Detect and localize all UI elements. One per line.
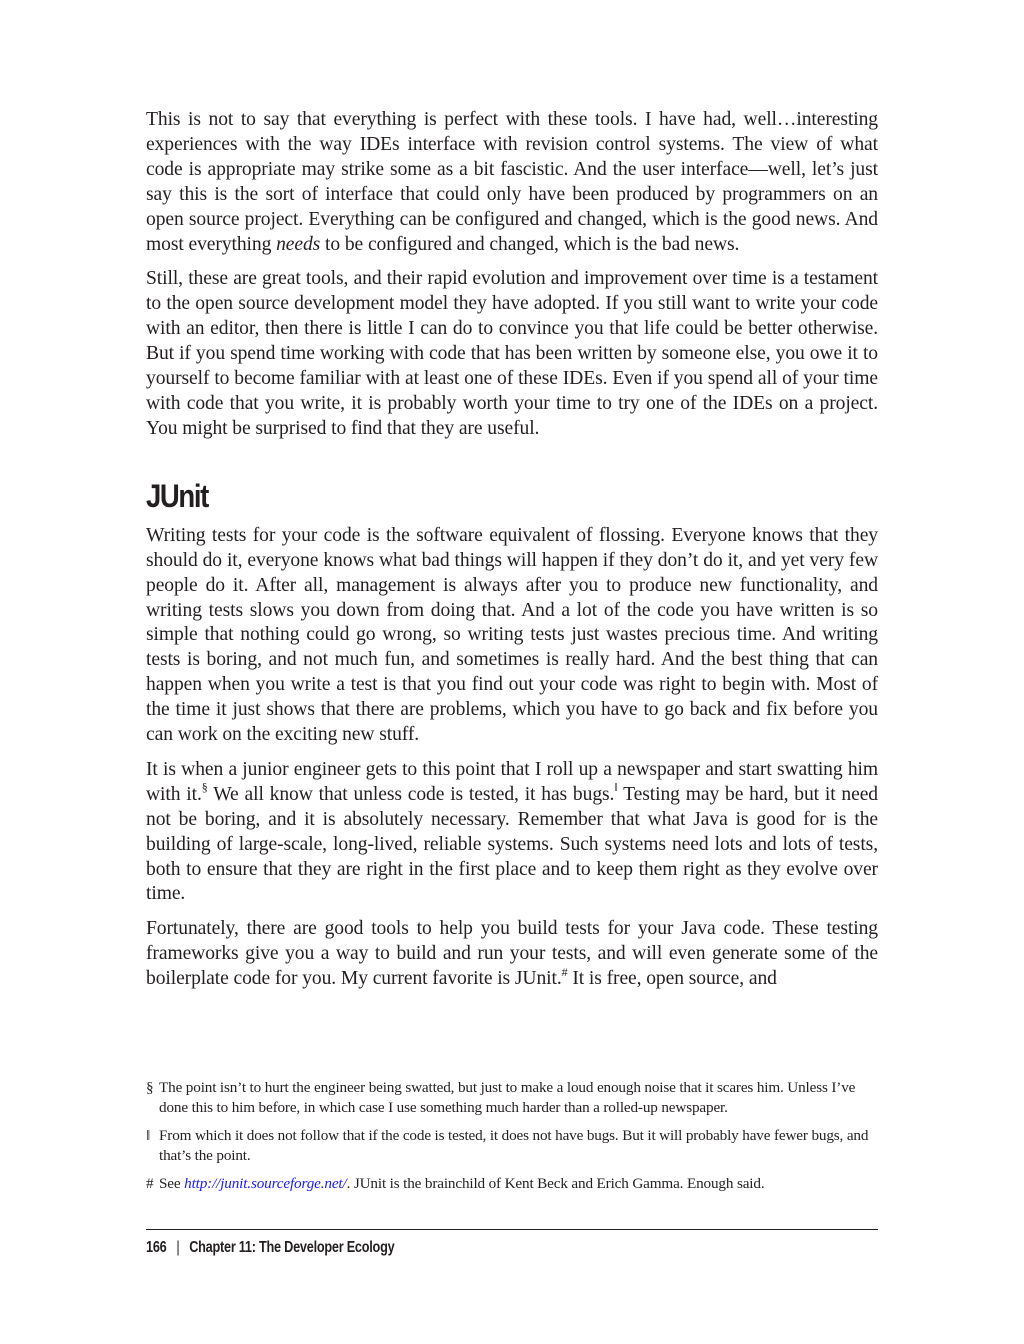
page-number: 166 <box>146 1239 167 1256</box>
junit-link[interactable]: http://junit.sourceforge.net/ <box>184 1175 347 1192</box>
paragraph-text: It is free, open source, and <box>567 968 777 990</box>
page-footer <box>146 1239 394 1257</box>
footnote-text: From which it does not follow that if the code is tested, it does not have bugs. But it will probably have fewer bugs, and that’s the point. <box>159 1127 869 1164</box>
footer-separator: | <box>176 1239 180 1256</box>
footnote-mark: # <box>146 1175 154 1192</box>
footnote-mark: ‖ <box>146 1127 151 1144</box>
footer-divider <box>146 1229 878 1230</box>
page-body <box>146 108 878 1002</box>
chapter-title: Chapter 11: The Developer Ecology <box>189 1239 395 1256</box>
footnote-section <box>146 1078 878 1118</box>
footnote-text: . JUnit is the brainchild of Kent Beck and Erich Gamma. Enough said. <box>346 1175 765 1192</box>
section-heading-junit: JUnit <box>146 477 208 514</box>
footnote-ref-hash[interactable]: # <box>561 964 568 979</box>
footnote-text: See <box>159 1175 185 1192</box>
paragraph-text: Testing may be hard, but it need not be boring, and it is absolutely necessary. Remember that what Java is good for is the building of large-scale, long-lived, reliable systems. Such systems need lots and lots of tests, both to ensure that they are right in the first place and to keep them right as they evolve over time. <box>146 783 878 905</box>
paragraph-text: It is when a junior engineer gets to this point that I roll up a newspaper and start swatting him with it. <box>146 758 878 805</box>
footnote-parallel <box>146 1126 878 1166</box>
footnote-ref-parallel[interactable]: ‖ <box>614 780 618 795</box>
paragraph-ide-recommendation: Still, these are great tools, and their rapid evolution and improvement over time is a testament to the open source development model they have adopted. If you still want to write your code with an editor, then there is little I can do to convince you that life could be better otherwise. But if you spend time working with code that has been written by someone else, you owe it to yourself to become familiar with at least one of these IDEs. Even if you spend all of your time with code that you write, it is probably worth your time to try one of the IDEs on a project. You might be surprised to find that they are useful. <box>146 268 878 439</box>
paragraph-testing-necessary <box>146 758 878 907</box>
paragraph-ide-caveats <box>146 108 878 257</box>
paragraph-text: This is not to say that everything is perfect with these tools. I have had, well…interesting experiences with the way IDEs interface with revision control systems. The view of what code is appropriate may strike some as a bit fascistic. And the user interface—well, let’s just say this is the sort of interface that could only have been produced by programmers on an open source project. Everything can be configured and changed, which is the good news. And most everything <box>146 109 878 255</box>
paragraph-testing-flossing: Writing tests for your code is the software equivalent of flossing. Everyone knows that they should do it, everyone knows what bad things will happen if they don’t do it, and yet very few people do it. After all, management is always after you to produce new functionality, and writing tests slows you down from doing that. And a lot of the code you have written is so simple that nothing could go wrong, so writing tests just wastes precious time. And writing tests is boring, and not much fun, and sometimes is really hard. And the best thing that can happen when you write a test is that you find out your code was right to begin with. Most of the time it just shows that there are problems, which you have to go back and fix before you can work on the exciting new stuff. <box>146 524 878 746</box>
paragraph-text: We all know that unless code is tested, it has bugs. <box>207 783 615 805</box>
paragraph-testing-frameworks <box>146 917 878 992</box>
emphasis-needs: needs <box>276 233 321 255</box>
footnotes <box>146 1078 878 1202</box>
footnote-hash <box>146 1174 878 1194</box>
footnote-text: The point isn’t to hurt the engineer being swatted, but just to make a loud enough noise that it scares him. Unless I’ve done this to him before, in which case I use something much harder than a rolled-up newspaper. <box>159 1079 856 1116</box>
footnote-mark: § <box>146 1079 154 1096</box>
paragraph-text: to be configured and changed, which is the bad news. <box>320 233 740 255</box>
footnote-ref-section[interactable]: § <box>201 780 208 795</box>
paragraph-text: Fortunately, there are good tools to help you build tests for your Java code. These testing frameworks give you a way to build and run your tests, and will even generate some of the boilerplate code for you. My current favorite is JUnit. <box>146 918 878 990</box>
